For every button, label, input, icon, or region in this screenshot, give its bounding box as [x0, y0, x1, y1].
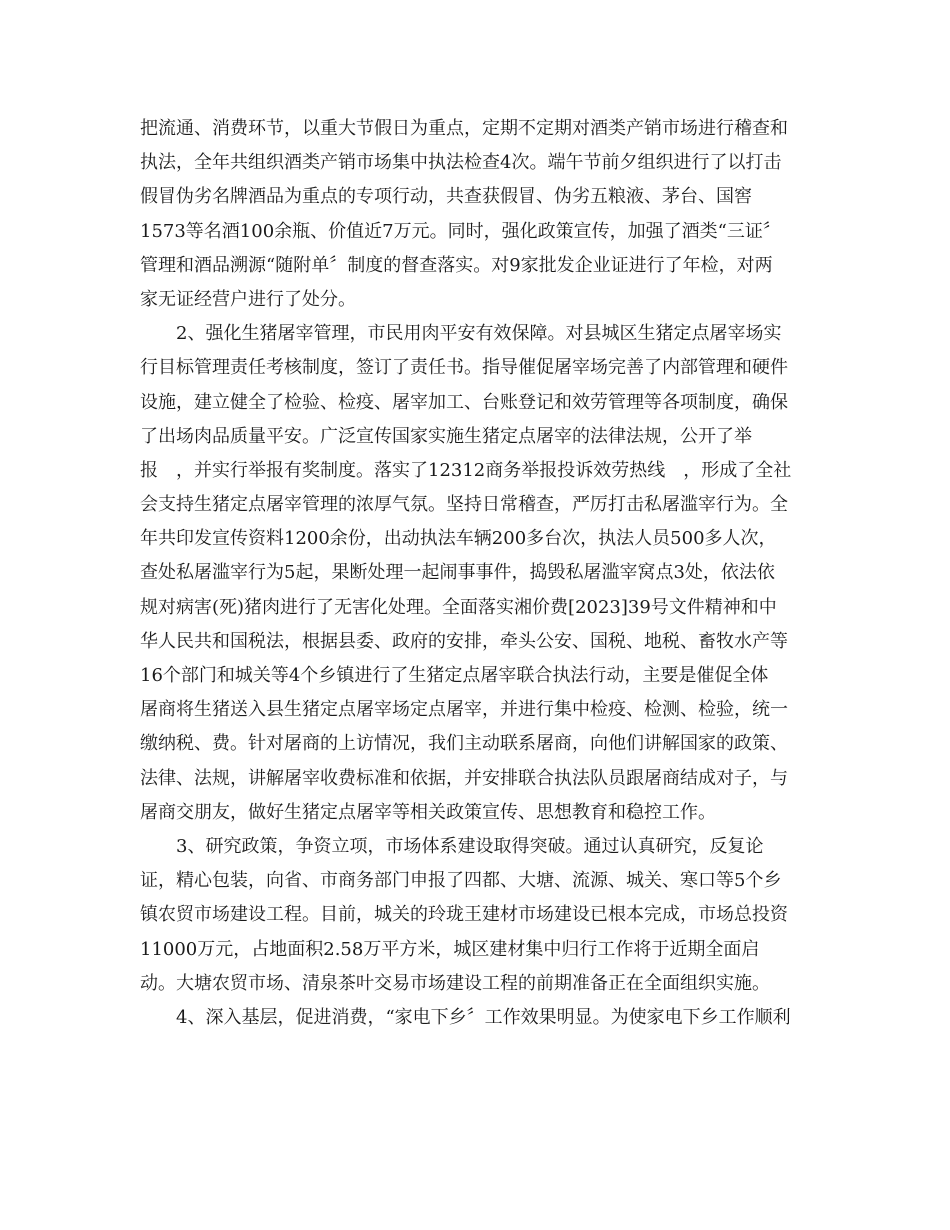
text-line: 屠商交朋友，做好生猪定点屠宰等相关政策宣传、思想教育和稳控工作。	[140, 801, 716, 823]
text-line: 4、深入基层，促进消费，“家电下乡〞工作效果明显。为使家电下乡工作顺利	[140, 1006, 791, 1028]
text-line: 会支持生猪定点屠宰管理的浓厚气氛。坚持日常稽查，严厉打击私屠滥宰行为。全	[140, 494, 788, 516]
text-line: 动。大塘农贸市场、清泉茶叶交易市场建设工程的前期准备正在全面组织实施。	[140, 972, 770, 994]
text-line: 假冒伪劣名牌酒品为重点的专项行动，共查获假冒、伪劣五粮液、茅台、国窖	[140, 186, 752, 208]
text-line: 11000万元，占地面积2.58万平方米，城区建材集中归行工作将于近期全面启	[140, 938, 760, 960]
text-line: 执法，全年共组织酒类产销市场集中执法检查4次。端午节前夕组织进行了以打击	[140, 152, 782, 174]
text-line: 屠商将生猪送入县生猪定点屠宰场定点屠宰，并进行集中检疫、检测、检验，统一	[140, 699, 788, 721]
text-line: 缴纳税、费。针对屠商的上访情况，我们主动联系屠商，向他们讲解国家的政策、	[140, 733, 788, 755]
text-line: 1573等名酒100余瓶、价值近7万元。同时，强化政策宣传，加强了酒类“三证〞	[140, 220, 781, 242]
text-line: 镇农贸市场建设工程。目前，城关的玲珑王建材市场建设已根本完成，市场总投资	[140, 904, 788, 926]
text-line: 把流通、消费环节，以重大节假日为重点，定期不定期对酒类产销市场进行稽查和	[140, 118, 788, 139]
text-line: 管理和酒品溯源“随附单〞制度的督查落实。对9家批发企业证进行了年检，对两	[140, 254, 773, 276]
text-line: 设施，建立健全了检验、检疫、屠宰加工、台账登记和效劳管理等各项制度，确保	[140, 391, 788, 413]
text-line: 了出场肉品质量平安。广泛宣传国家实施生猪定点屠宰的法律法规，公开了举	[140, 425, 752, 447]
text-line: 家无证经营户进行了处分。	[140, 288, 356, 310]
text-line: 年共印发宣传资料1200余份，出动执法车辆200多台次，执法人员500多人次，	[140, 528, 777, 550]
text-line: 证，精心包装，向省、市商务部门申报了四都、大塘、流源、城关、寒口等5个乡	[140, 870, 782, 892]
text-line: 行目标管理责任考核制度，签订了责任书。指导催促屠宰场完善了内部管理和硬件	[140, 357, 788, 379]
text-line: 华人民共和国税法，根据县委、政府的安排，牵头公安、国税、地税、畜牧水产等	[140, 630, 788, 652]
text-line: 3、研究政策，争资立项，市场体系建设取得突破。通过认真研究，反复论	[140, 835, 764, 857]
text-line: 2、强化生猪屠宰管理，市民用肉平安有效保障。对县城区生猪定点屠宰场实	[140, 323, 782, 345]
document-body	[140, 112, 812, 1035]
text-line: 16个部门和城关等4个乡镇进行了生猪定点屠宰联合执法行动，主要是催促全体	[140, 665, 769, 686]
text-line: 查处私屠滥宰行为5起，果断处理一起闹事事件，捣毁私屠滥宰窝点3处，依法依	[140, 562, 775, 584]
text-line: 报 ，并实行举报有奖制度。落实了12312商务举报投诉效劳热线 ，形成了全社	[140, 459, 792, 481]
text-line: 法律、法规，讲解屠宰收费标准和依据，并安排联合执法队员跟屠商结成对子，与	[140, 767, 788, 789]
text-line: 规对病害(死)猪肉进行了无害化处理。全面落实湘价费[2023]39号文件精神和中	[140, 596, 777, 618]
